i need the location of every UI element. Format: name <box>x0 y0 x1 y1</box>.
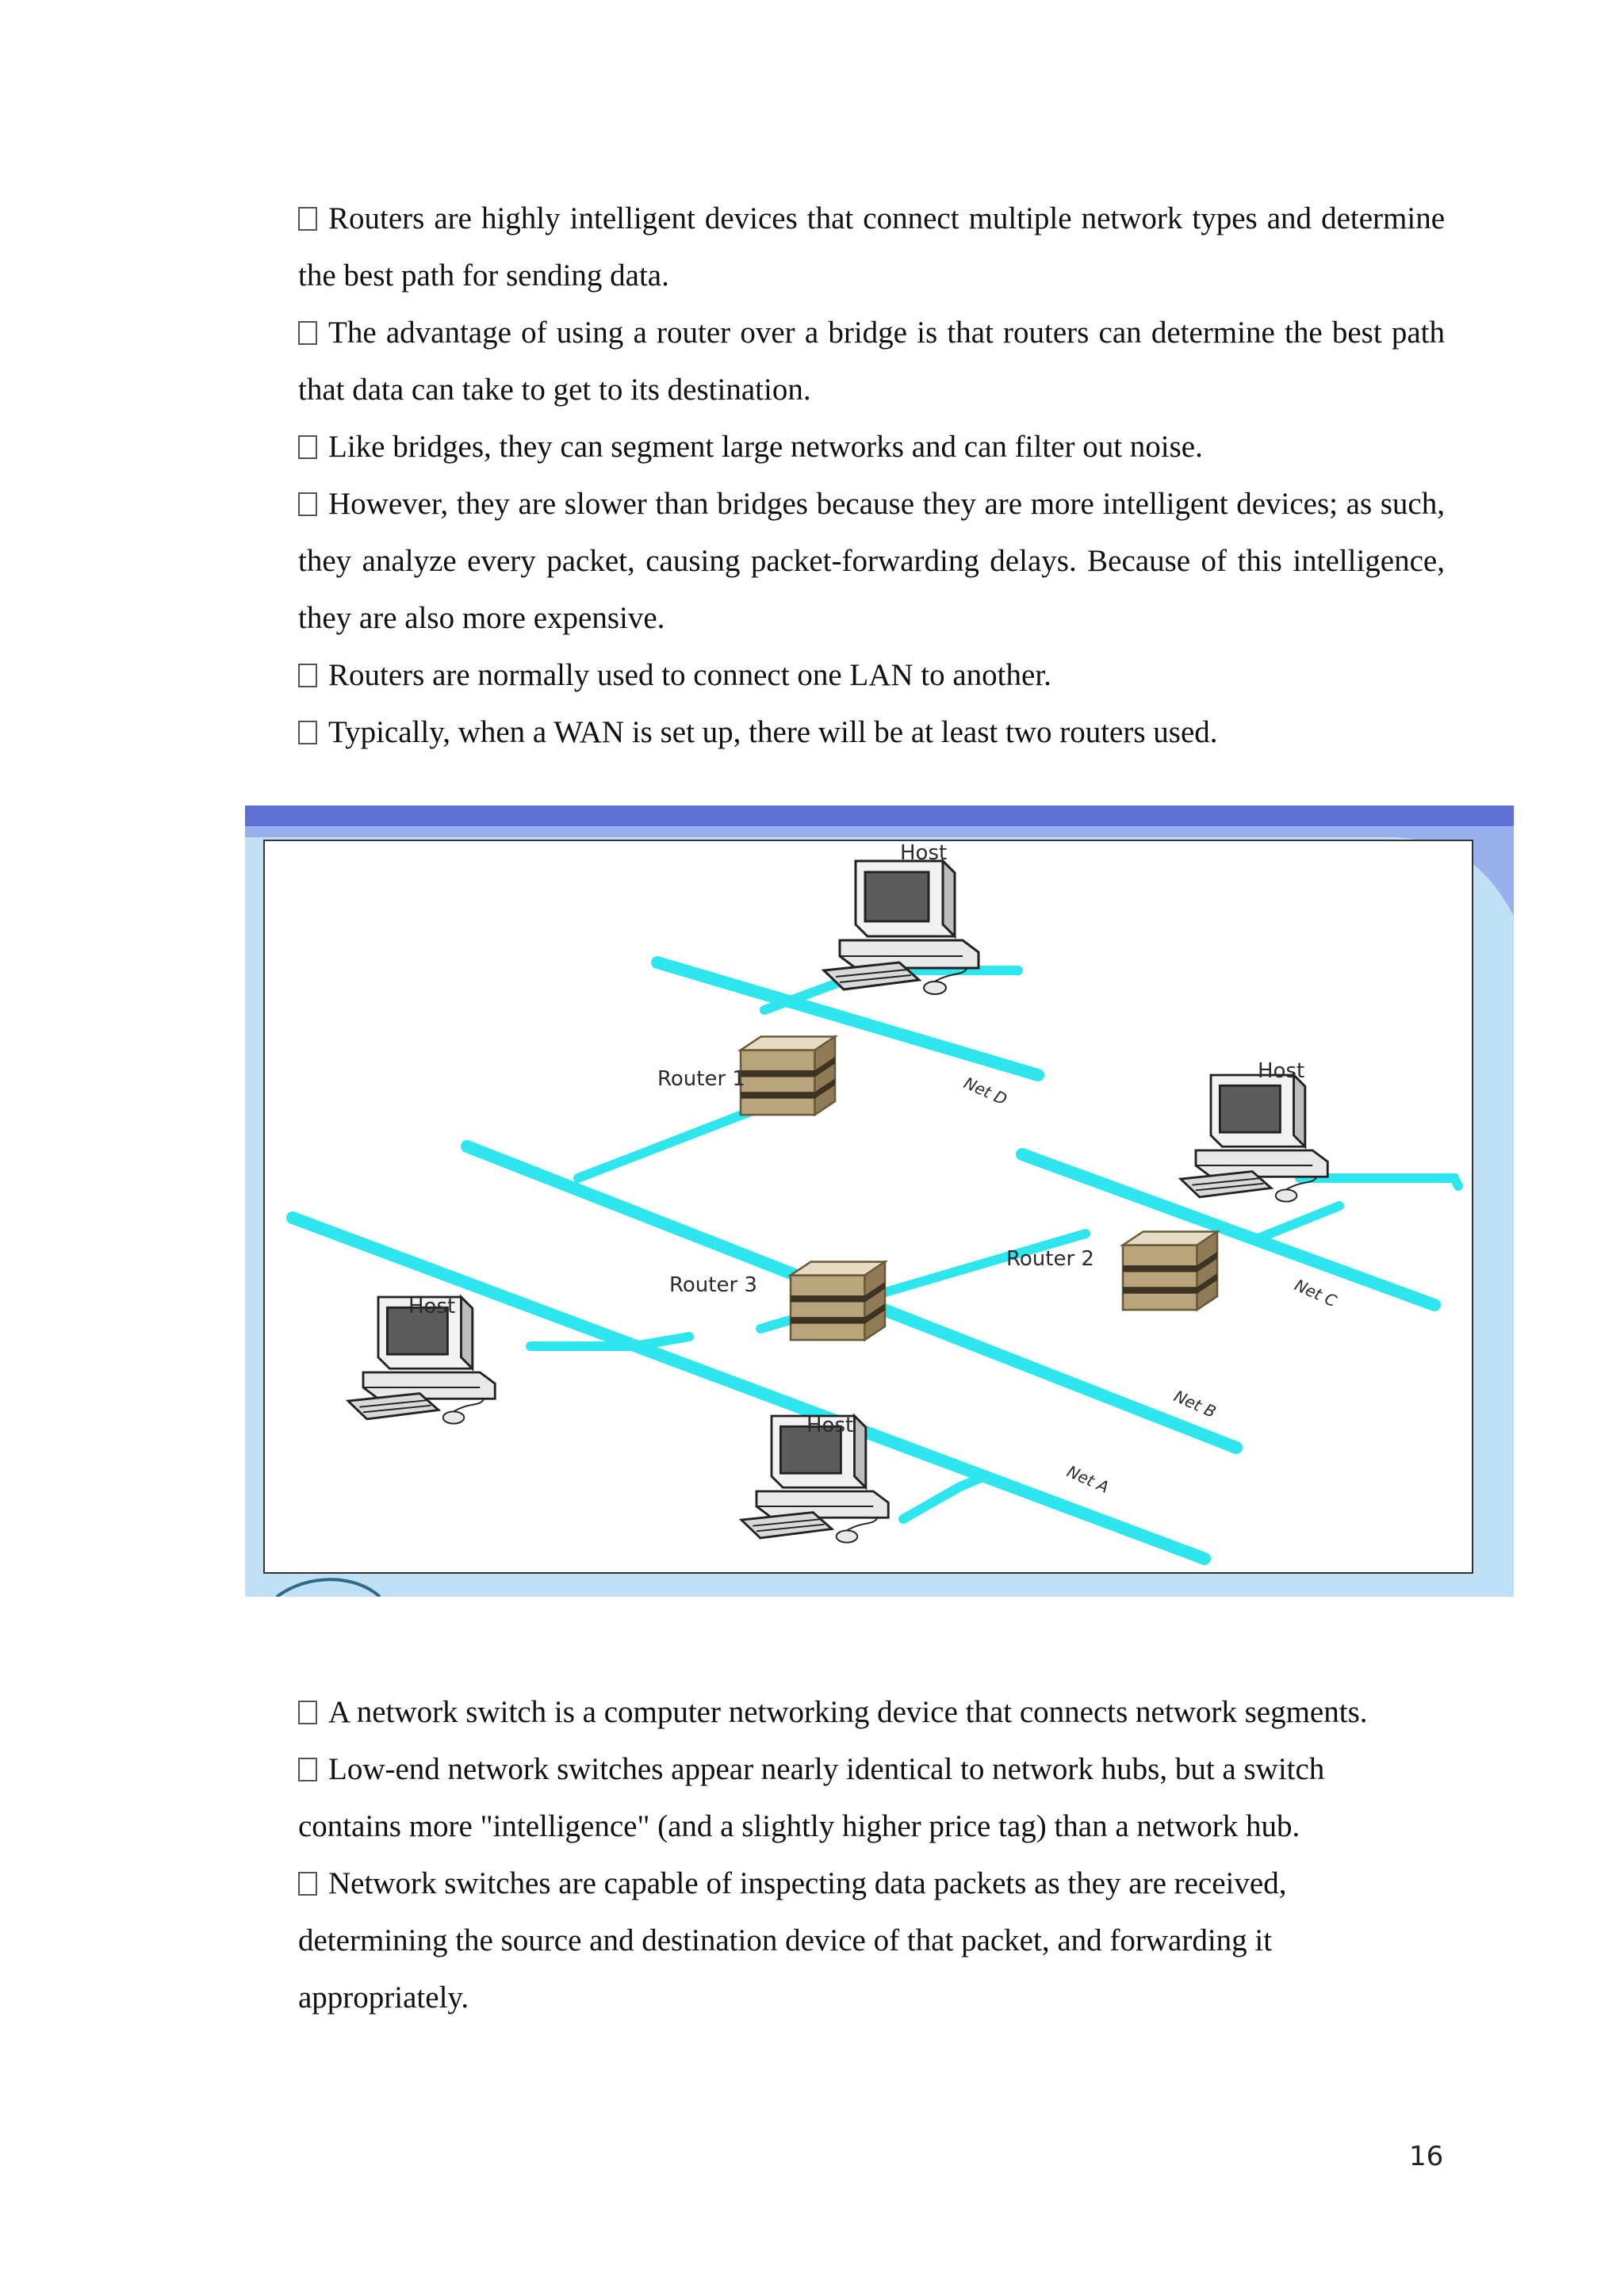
net-b-label: Net B <box>1170 1386 1220 1422</box>
bullet-box-icon <box>298 435 317 459</box>
bullet-text: The advantage of using a router over a bridge is that routers can determine the best path that data can take to get to its destination. <box>298 316 1445 407</box>
router-2-label: Router 2 <box>1006 1247 1094 1271</box>
bullet-paragraph <box>298 1684 1424 1741</box>
bullet-box-icon <box>298 1758 317 1781</box>
page-number: 16 <box>1409 2141 1444 2172</box>
bullet-box-icon <box>298 721 317 744</box>
network-diagram <box>245 806 1514 1597</box>
switch-text-section <box>298 1684 1424 2026</box>
bullet-paragraph <box>298 704 1445 761</box>
bullet-box-icon <box>298 1701 317 1724</box>
bullet-paragraph <box>298 419 1445 476</box>
bullet-paragraph <box>298 190 1445 304</box>
bullet-text: Like bridges, they can segment large networks and can filter out noise. <box>328 430 1203 464</box>
bullet-paragraph <box>298 647 1445 704</box>
net-a-label: Net A <box>1063 1461 1113 1498</box>
bullet-box-icon <box>298 492 317 516</box>
bullet-paragraph <box>298 1741 1424 1855</box>
bullet-box-icon <box>298 1872 317 1896</box>
router-1-label: Router 1 <box>657 1067 745 1091</box>
bullet-box-icon <box>298 664 317 687</box>
host-label: Host <box>806 1414 854 1437</box>
bullet-text: Network switches are capable of inspecting data packets as they are received, determining the source and destination device of that packet, and forwarding it appropriately. <box>298 1866 1287 2015</box>
bullet-paragraph <box>298 1855 1424 2026</box>
bullet-text: Routers are highly intelligent devices that connect multiple network types and determine the best path for sending data. <box>298 201 1445 293</box>
bullet-text: Typically, when a WAN is set up, there will be at least two routers used. <box>328 715 1218 749</box>
router-3-label: Router 3 <box>669 1273 757 1297</box>
host-label: Host <box>1258 1059 1305 1083</box>
host-label: Host <box>900 841 948 865</box>
bullet-box-icon <box>298 321 317 345</box>
bullet-text: However, they are slower than bridges because they are more intelligent devices; as such, they analyze every packet, causing packet-forwarding delays. Because of this intelligence, they are also more expensive. <box>298 487 1445 635</box>
router-2-icon <box>1123 1232 1217 1311</box>
net-c-label: Net C <box>1291 1275 1340 1311</box>
bullet-text: Routers are normally used to connect one LAN to another. <box>328 658 1051 692</box>
router-3-icon <box>791 1262 885 1341</box>
bullet-paragraph <box>298 304 1445 419</box>
bullet-text: Low-end network switches appear nearly identical to network hubs, but a switch contains more "intelligence" (and a slightly higher price tag) than a network hub. <box>298 1752 1325 1843</box>
bullet-paragraph <box>298 476 1445 647</box>
bullet-text: A network switch is a computer networking device that connects network segments. <box>328 1695 1368 1729</box>
routers-text-section <box>298 190 1445 761</box>
bullet-box-icon <box>298 207 317 231</box>
router-1-icon <box>741 1037 835 1115</box>
host-label: Host <box>408 1295 456 1318</box>
net-d-label: Net D <box>960 1073 1010 1109</box>
